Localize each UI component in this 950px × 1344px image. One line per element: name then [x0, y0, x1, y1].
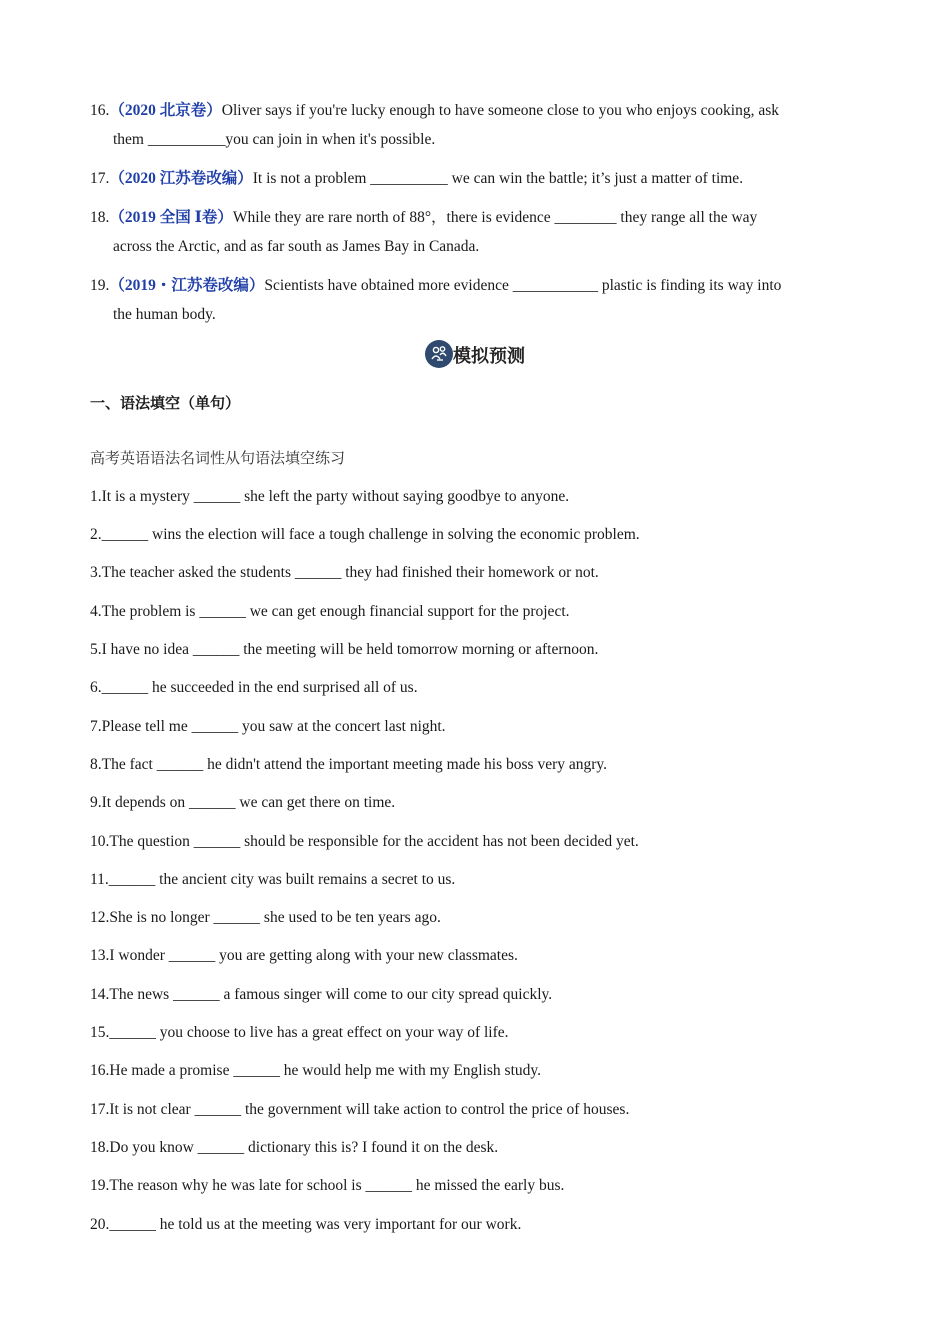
- group-icon: [425, 340, 453, 368]
- exercise-intro: 高考英语语法名词性从句语法填空练习: [90, 449, 346, 467]
- exercise-item: 1.It is a mystery ______ she left the party without saying goodbye to anyone.: [90, 488, 570, 505]
- exercise-item: 4.The problem is ______ we can get enough financial support for the project.: [90, 603, 570, 620]
- exercise-item: 15.______ you choose to live has a great effect on your way of life.: [90, 1024, 509, 1041]
- exercise-item: 7.Please tell me ______ you saw at the concert last night.: [90, 718, 446, 735]
- question-text-continued: them __________you can join in when it's possible.: [113, 131, 436, 148]
- section-heading: [0, 340, 950, 368]
- past-question-17: [90, 164, 840, 193]
- exercise-item: 18.Do you know ______ dictionary this is? I found it on the desk.: [90, 1139, 499, 1156]
- exercise-item: 12.She is no longer ______ she used to be ten years ago.: [90, 909, 441, 926]
- exercise-item: 19.The reason why he was late for school is ______ he missed the early bus.: [90, 1177, 565, 1194]
- question-source-tag: （2020 北京卷）: [109, 102, 222, 119]
- exercise-item: 8.The fact ______ he didn't attend the important meeting made his boss very angry.: [90, 756, 608, 773]
- question-source-tag: （2019 全国 Ⅰ卷）: [109, 209, 233, 226]
- exercise-item: 5.I have no idea ______ the meeting will be held tomorrow morning or afternoon.: [90, 641, 599, 658]
- past-question-16: [90, 96, 840, 154]
- exercise-item: 2.______ wins the election will face a tough challenge in solving the economic problem.: [90, 526, 640, 543]
- question-text: Scientists have obtained more evidence ___________ plastic is finding its way into: [264, 277, 782, 294]
- subheading: 一、语法填空（单句）: [90, 394, 241, 412]
- question-source-tag: （2020 江苏卷改编）: [109, 170, 253, 187]
- past-question-18: [90, 203, 840, 261]
- exercise-item: 10.The question ______ should be responsible for the accident has not been decided yet.: [90, 833, 639, 850]
- exercise-item: 16.He made a promise ______ he would help me with my English study.: [90, 1062, 542, 1079]
- question-text: It is not a problem __________ we can win the battle; it’s just a matter of time.: [252, 170, 744, 187]
- exercise-item: 17.It is not clear ______ the government will take action to control the price of houses.: [90, 1101, 630, 1118]
- exercise-item: 11.______ the ancient city was built remains a secret to us.: [90, 871, 456, 888]
- question-number: 18.: [90, 209, 110, 226]
- question-text-continued: the human body.: [113, 306, 216, 323]
- question-text: Oliver says if you're lucky enough to have someone close to you who enjoys cooking, ask: [221, 102, 780, 119]
- exercise-item: 13.I wonder ______ you are getting along with your new classmates.: [90, 947, 518, 964]
- question-text-continued: across the Arctic, and as far south as James Bay in Canada.: [113, 238, 480, 255]
- question-source-tag: （2019・江苏卷改编）: [109, 277, 265, 294]
- question-number: 16.: [90, 102, 110, 119]
- question-number: 17.: [90, 170, 110, 187]
- exercise-item: 3.The teacher asked the students ______ they had finished their homework or not.: [90, 564, 599, 581]
- section-title: 模拟预测: [453, 346, 525, 367]
- past-question-19: [90, 271, 840, 329]
- exercise-item: 14.The news ______ a famous singer will come to our city spread quickly.: [90, 986, 553, 1003]
- exercise-item: 20.______ he told us at the meeting was very important for our work.: [90, 1216, 522, 1233]
- question-text: While they are rare north of 88°，there is evidence ________ they range all the way: [232, 209, 758, 226]
- question-number: 19.: [90, 277, 110, 294]
- exercise-item: 6.______ he succeeded in the end surprised all of us.: [90, 679, 418, 696]
- exercise-item: 9.It depends on ______ we can get there on time.: [90, 794, 396, 811]
